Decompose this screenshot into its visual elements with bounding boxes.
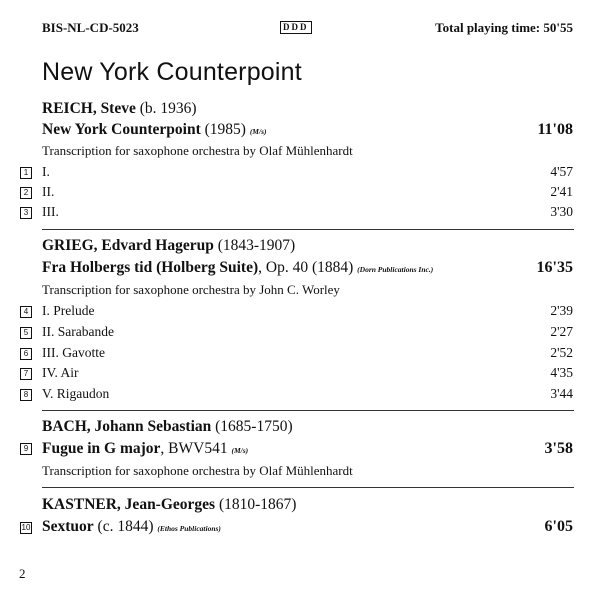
page-number: 2: [19, 566, 26, 581]
movement-name: II. Sarabande: [42, 324, 114, 339]
track-number: 6: [20, 348, 32, 360]
movement-time: 3'30: [550, 204, 573, 219]
work-title: Fugue in G major: [42, 440, 161, 457]
movement-time: 2'52: [550, 345, 573, 360]
composer-name: BACH, Johann Sebastian: [42, 418, 212, 435]
work-detail: (c. 1844): [93, 518, 154, 535]
movement-time: 2'39: [550, 303, 573, 318]
movement-name: II.: [42, 184, 55, 199]
section-divider: [42, 229, 574, 230]
work-detail: , BWV541: [160, 440, 228, 457]
movement-name: III.: [42, 204, 59, 219]
composer-dates: (b. 1936): [139, 100, 197, 117]
ddd-badge: DDD: [280, 21, 312, 34]
composer-bach: [42, 418, 293, 436]
work-title: Sextuor: [42, 518, 94, 535]
track-number: 2: [20, 187, 32, 199]
track-number: 5: [20, 327, 32, 339]
composer-name: GRIEG, Edvard Hagerup: [42, 237, 214, 254]
track-number: 3: [20, 207, 32, 219]
publisher: (Ethos Publications): [157, 524, 221, 533]
composer-dates: (1685-1750): [215, 418, 293, 435]
work-time-reich: 11'08: [537, 121, 573, 138]
work-detail: (1985): [204, 121, 246, 138]
movement-name: IV. Air: [42, 365, 79, 380]
movement-name: V. Rigaudon: [42, 386, 110, 401]
publisher: (Dorn Publications Inc.): [357, 265, 434, 274]
track-number: 8: [20, 389, 32, 401]
section-divider: [42, 487, 574, 488]
movement-name: I. Prelude: [42, 303, 95, 318]
composer-dates: (1843-1907): [217, 237, 296, 254]
publisher: (M/s): [249, 127, 267, 136]
work-time-grieg: 16'35: [536, 259, 573, 276]
work-detail: , Op. 40 (1884): [258, 259, 354, 276]
composer-dates: (1810-1867): [218, 496, 297, 513]
track-number: 10: [21, 523, 31, 532]
movement-time: 2'27: [550, 324, 573, 339]
composer-name: KASTNER, Jean-Georges: [42, 496, 216, 513]
album-title: New York Counterpoint: [42, 58, 302, 86]
movement-name: I.: [42, 164, 50, 179]
movement-time: 2'41: [550, 184, 573, 199]
work-time-kastner: 6'05: [544, 518, 573, 535]
transcription-reich: Transcription for saxophone orchestra by Olaf Mühlenhardt: [42, 143, 353, 158]
movement-time: 3'44: [550, 386, 573, 401]
work-reich: [42, 121, 266, 139]
work-grieg: [42, 259, 433, 277]
track-number: 9: [20, 443, 32, 455]
work-title: Fra Holbergs tid (Holberg Suite): [42, 259, 259, 276]
transcription-grieg: Transcription for saxophone orchestra by John C. Worley: [42, 282, 340, 297]
work-time-bach: 3'58: [544, 440, 573, 457]
movement-time: 4'57: [550, 164, 573, 179]
movement-time: 4'35: [550, 365, 573, 380]
catalog-number: BIS-NL-CD-5023: [42, 20, 139, 35]
track-number: 7: [20, 368, 32, 380]
work-kastner: [42, 518, 221, 536]
transcription-bach: Transcription for saxophone orchestra by Olaf Mühlenhardt: [42, 463, 353, 478]
composer-kastner: [42, 496, 296, 514]
publisher: (M/s): [231, 446, 249, 455]
composer-reich: [42, 100, 197, 118]
work-title: New York Counterpoint: [42, 121, 201, 138]
total-playing-time: Total playing time: 50'55: [435, 20, 573, 35]
track-number: 1: [20, 167, 32, 179]
composer-grieg: [42, 237, 295, 255]
section-divider: [42, 410, 574, 411]
track-number: 4: [20, 306, 32, 318]
composer-name: REICH, Steve: [42, 100, 136, 117]
work-bach: [42, 440, 248, 458]
movement-name: III. Gavotte: [42, 345, 105, 360]
